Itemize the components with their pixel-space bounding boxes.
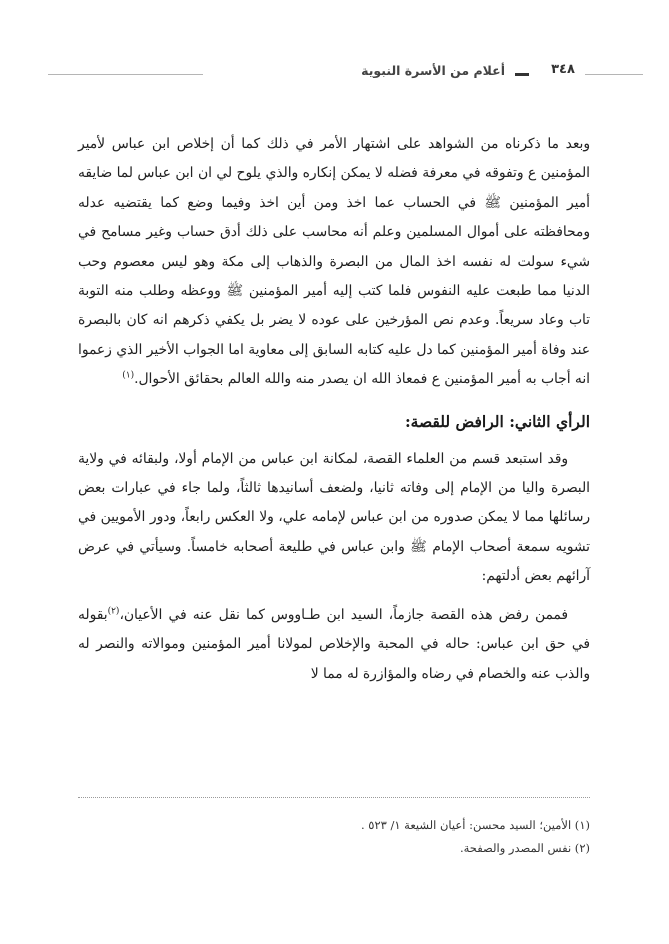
section-heading: الرأي الثاني: الرافض للقصة: bbox=[404, 411, 590, 431]
header-rule-left bbox=[48, 74, 203, 75]
footnote-separator bbox=[78, 797, 590, 798]
paragraph-3-text-b: بقوله في حق ابن عباس: حاله في المحبة والإخلاص لمولانا أمير المؤمنين وموالاته والنصر له والذب عنه والخصام في رضاه والمؤازرة له مما لا bbox=[78, 606, 590, 682]
page-number: ٣٤٨ bbox=[541, 62, 585, 77]
paragraph-gap bbox=[78, 592, 590, 601]
paragraph-1 bbox=[78, 130, 590, 395]
paragraph-1-text: وبعد ما ذكرناه من الشواهد على اشتهار الأمر في ذلك كما أن إخلاص ابن عباس لأمير المؤمنين ع وتفوقه في معرفة فضله لا يمكن إنكاره والذي يلوح لي ان ابن عباس لما ضايقه أمير المؤمنين ﷺ في الحساب عما اخذ ومن أين اخذ وفيما وضع كما يقتضيه عدله ومحافظته على أموال المسلمين وعلم أنه محاسب على ذلك أدق حساب وغير مسامح في شيء سولت له نفسه اخذ المال من البصرة والذهاب إلى مكة وهو ليس معصوم وحب الدنيا مما طبعت عليه النفوس فلما كتب إليه أمير المؤمنين ﷺ ووعظه وطلب منه التوبة تاب وعاد سريعاً. وعدم نص المؤرخين على عوده لا يضر بل يكفي ذكرهم انه كان بالبصرة عند وفاة أمير المؤمنين كما دل عليه كتابه السابق إلى معاوية اما الجواب الأخير الذي زعموا انه أجاب به أمير المؤمنين ع فمعاذ الله ان يصدر منه والله العالم بحقائق الأحوال. bbox=[78, 136, 590, 388]
paragraph-3 bbox=[78, 601, 590, 689]
footnote-1: (١) الأمين؛ السيد محسن: أعيان الشيعة ١/ ٥٢٣ . bbox=[360, 818, 590, 832]
footnote-2: (٢) نفس المصدر والصفحة. bbox=[459, 841, 590, 855]
footnote-ref-1: (١) bbox=[122, 370, 135, 381]
paragraph-3-text-a: فممن رفض هذه القصة جازماً، السيد ابن طـاووس كما نقل عنه في الأعيان، bbox=[119, 606, 568, 623]
footnotes bbox=[78, 814, 590, 860]
page-body bbox=[78, 130, 590, 689]
book-title: أعلام من الأسرة النبوية bbox=[361, 63, 505, 78]
paragraph-2: وقد استبعد قسم من العلماء القصة، لمكانة ابن عباس من الإمام أولا، ولبقائه في ولاية البصرة واليا من الإمام إلى وفاته ثانيا، ولضعف أسانيدها ثالثاً، ولما جاء في عبارات بعض رسائلها مما لا يمكن صدوره من ابن عباس لإمامه علي، ولا العكس رابعاً، ودور الأمويين في تشويه سمعة أصحاب الإمام ﷺ وابن عباس في طليعة أصحابه خامساً. وسيأتي في عرض آرائهم بعض أدلتهم: bbox=[78, 450, 590, 585]
footnote-ref-2: (٢) bbox=[107, 606, 120, 617]
header-dash bbox=[515, 73, 529, 76]
running-header bbox=[0, 60, 669, 90]
